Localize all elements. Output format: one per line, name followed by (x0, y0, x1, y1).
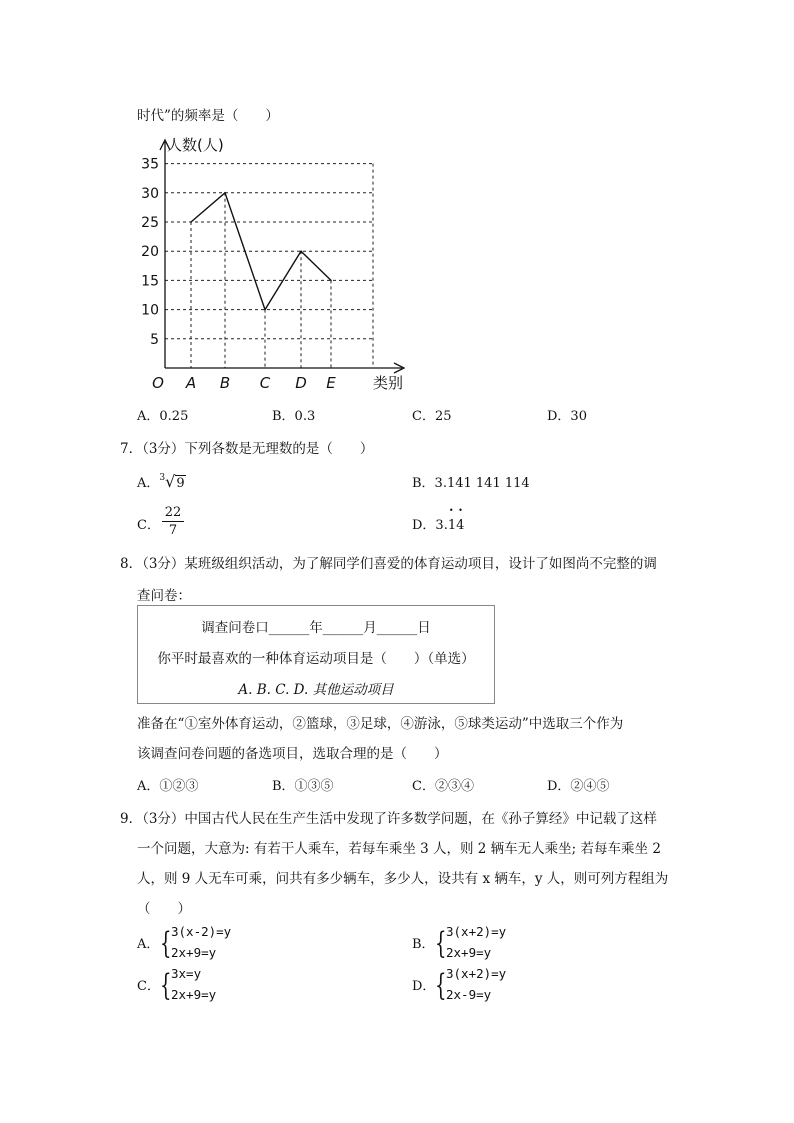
data-point (300, 250, 302, 252)
equation-1: 3(x+2)=y (446, 966, 507, 981)
q9-stem-line1: 9．（3分）中国古代人民在生产生活中发现了许多数学问题，在《孙子算经》中记载了这样 (120, 811, 657, 827)
q7-option-a-label: A． (137, 476, 160, 491)
survey-box (137, 605, 495, 704)
equation-1: 3(x+2)=y (446, 924, 507, 939)
q9-option-c-system (171, 963, 216, 1005)
brace-icon: { (160, 968, 172, 1003)
x-tick-label: E (326, 374, 336, 392)
survey-choices: A. B. C. D. 其他运动项目 (238, 682, 394, 698)
q6-option-c[interactable]: C．25 (412, 409, 452, 424)
q8-stem-line2: 查问卷： (137, 588, 191, 604)
q7-stem: 7．（3分）下列各数是无理数的是（ ） (120, 441, 374, 457)
origin-label: O (152, 374, 164, 392)
y-tick-label: 5 (150, 331, 159, 348)
q7-option-d[interactable] (412, 506, 465, 533)
survey-question: 你平时最喜欢的一种体育运动项目是（ ）（单选） (157, 651, 475, 667)
q9-option-a-system (171, 921, 231, 963)
q9-option-a[interactable]: A． (137, 937, 160, 952)
equation-1: 3x=y (171, 966, 202, 981)
x-axis-label: 类别 (373, 374, 404, 392)
y-axis-label: 人数(人) (167, 136, 224, 154)
q7-option-c[interactable] (137, 514, 160, 533)
q9-option-b[interactable]: B． (412, 937, 435, 952)
y-tick-label: 20 (141, 244, 159, 261)
q8-option-c[interactable]: C．②③④ (412, 779, 474, 794)
equation-1: 3(x-2)=y (171, 924, 232, 939)
q6-stem-tail: 时代”的频率是（ ） (137, 108, 279, 124)
equation-2: 2x+9=y (446, 945, 492, 960)
q9-stem-line4: （ ） (137, 901, 191, 917)
x-tick-label: B (219, 374, 231, 392)
q6-option-a[interactable]: A．0.25 (137, 409, 189, 424)
cube-root-9 (159, 472, 185, 491)
equation-2: 2x+9=y (171, 987, 217, 1002)
y-tick-label: 25 (141, 215, 159, 231)
survey-header: 调查问卷口______年______月______日 (201, 620, 431, 636)
q7-option-d-label: D．3. (412, 518, 448, 533)
y-tick-label: 35 (141, 156, 159, 173)
brace-icon: { (435, 926, 447, 961)
data-point (264, 309, 266, 311)
data-point (224, 192, 226, 194)
radical-sign: √ (165, 472, 176, 491)
y-tick-label: 30 (141, 185, 159, 202)
brace-icon: { (435, 968, 447, 1003)
equation-2: 2x+9=y (171, 945, 217, 960)
x-tick-label: A (185, 374, 197, 392)
repeat-dots: • • (448, 506, 464, 515)
q9-stem-line3: 人，则 9 人无车可乘，问共有多少辆车，多少人，设共有 x 辆车，y 人，则可列方程组为 (137, 871, 669, 887)
root-index: 3 (159, 472, 166, 483)
x-tick-label: D (295, 374, 307, 392)
q8-stem-line1: 8．（3分）某班级组织活动，为了解同学们喜爱的体育运动项目，设计了如图尚不完整的调 (120, 556, 657, 572)
q7-option-a[interactable] (137, 472, 186, 491)
repeat-digits: 14 (447, 518, 465, 533)
brace-icon: { (160, 926, 172, 961)
y-tick-label: 15 (141, 273, 159, 290)
q8-after-line2: 该调查问卷问题的备选项目，选取合理的是（ ） (137, 746, 448, 762)
numerator: 22 (162, 505, 184, 522)
data-point (190, 221, 192, 223)
q8-option-a[interactable]: A．①②③ (137, 779, 199, 794)
q9-stem-line2: 一个问题，大意为: 有若干人乘车，若每车乘坐 3 人，则 2 辆车无人乘坐; 若每车乘坐 2 (137, 841, 661, 857)
q6-option-d[interactable]: D．30 (547, 409, 587, 424)
q8-after-line1: 准备在“①室外体育运动，②篮球，③足球，④游泳，⑤球类运动”中选取三个作为 (137, 716, 624, 732)
q7-option-b[interactable]: B．3.141 141 114 (412, 476, 530, 491)
q6-option-b[interactable]: B．0.3 (272, 409, 316, 424)
q9-option-d[interactable]: D． (412, 979, 436, 994)
q7-option-c-label: C． (137, 518, 160, 533)
x-tick-label: C (259, 374, 271, 392)
q8-option-b[interactable]: B．①③⑤ (272, 779, 334, 794)
q9-option-b-system (446, 921, 506, 963)
y-tick-label: 10 (141, 302, 159, 319)
repeating-decimal (447, 506, 465, 533)
radicand: 9 (176, 476, 185, 491)
q9-option-d-system (446, 963, 506, 1005)
data-point (330, 280, 332, 282)
q8-option-d[interactable]: D．②④⑤ (547, 779, 610, 794)
equation-2: 2x-9=y (446, 987, 492, 1002)
fraction-22-7 (162, 505, 184, 539)
denominator: 7 (168, 523, 178, 538)
q6-line-chart (130, 130, 420, 395)
q9-option-c[interactable]: C． (137, 979, 160, 994)
